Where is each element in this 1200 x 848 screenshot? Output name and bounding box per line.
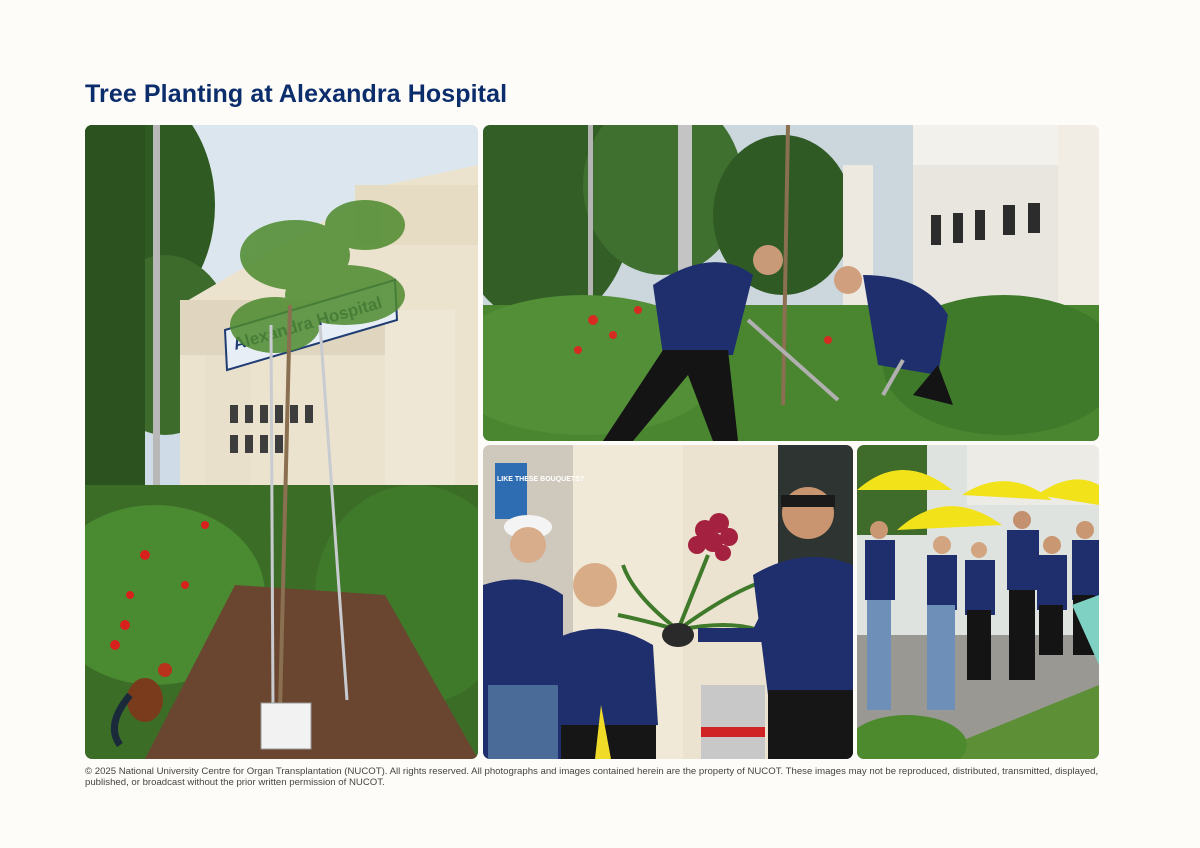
digging-photo [483,125,1099,441]
hospital-tree-photo [85,125,478,759]
orchid-handover-photo [483,445,853,759]
banner-text: LIKE THESE BOUQUETS? [497,476,585,483]
group-umbrella-photo [857,445,1099,759]
copyright-notice: © 2025 National University Centre for Organ Transplantation (NUCOT). All rights reserved. All photographs and images contained herein are the property of NUCOT. These images may not be reproduced, distributed, transmitted, displayed, published, or broadcast without the prior written permission of NUCOT. [85,766,1099,788]
page-title: Tree Planting at Alexandra Hospital [85,80,508,108]
